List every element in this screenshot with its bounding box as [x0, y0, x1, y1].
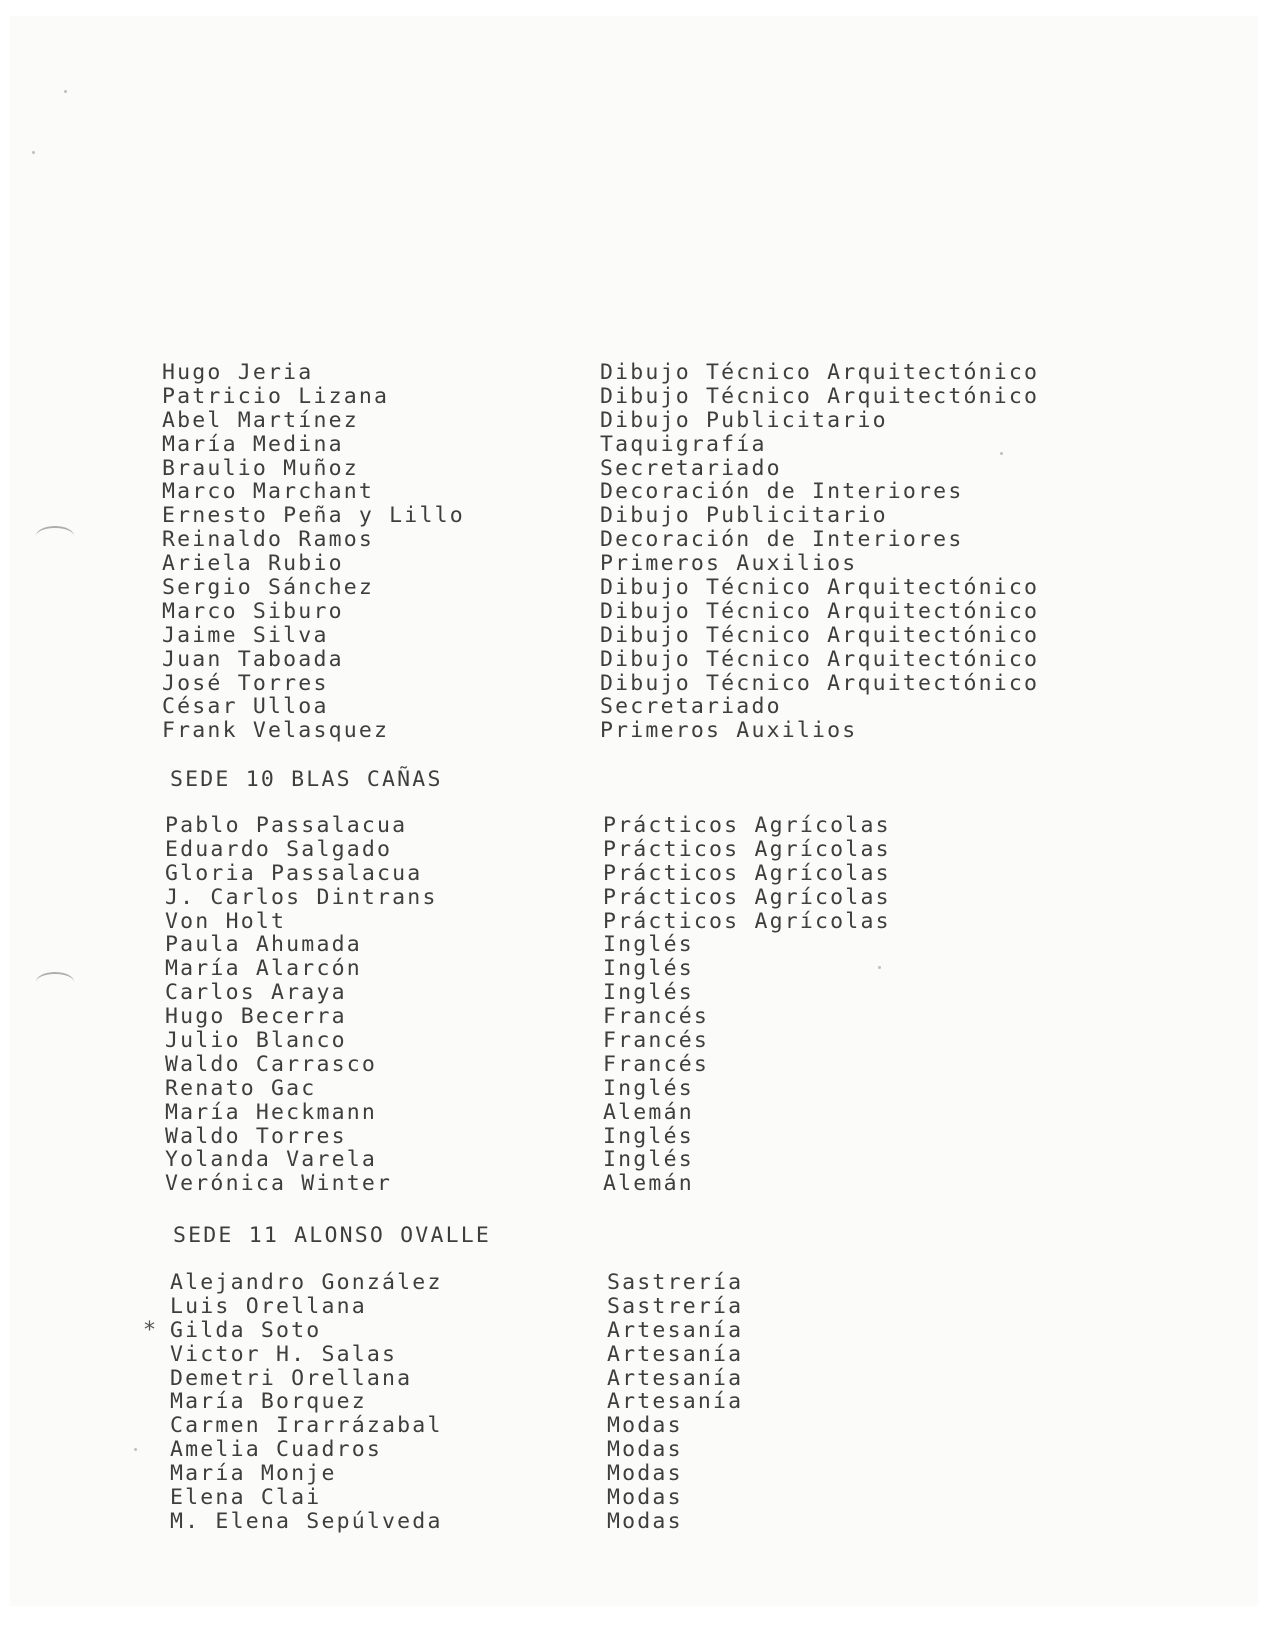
person-name: Pablo Passalacua [165, 813, 408, 838]
list-row [10, 718, 1258, 742]
course-name: Francés [603, 1004, 710, 1030]
list-row [10, 1294, 1258, 1318]
course-name: Alemán [603, 1099, 694, 1125]
course-name: Artesanía [607, 1341, 744, 1367]
person-name: Jaime Silva [162, 622, 329, 648]
person-name: Gilda Soto [170, 1317, 322, 1343]
course-name: Artesanía [607, 1365, 744, 1391]
list-row [10, 1366, 1258, 1390]
list-row [10, 1437, 1258, 1461]
course-name: Artesanía [607, 1389, 744, 1415]
list-row [10, 909, 1258, 933]
person-name: Paula Ahumada [165, 932, 362, 958]
list-row [10, 456, 1258, 480]
course-name: Decoración de Interiores [600, 527, 964, 553]
person-name: Reinaldo Ramos [162, 527, 375, 553]
list-row [10, 551, 1258, 575]
person-name: Marco Siburo [162, 598, 344, 624]
person-name: Elena Clai [170, 1485, 322, 1511]
course-name: Dibujo Técnico Arquitectónico [600, 622, 1040, 648]
list-row [10, 1389, 1258, 1413]
list-row [10, 980, 1258, 1004]
list-row [10, 1485, 1258, 1509]
course-name: Inglés [603, 1075, 694, 1101]
course-name: Prácticos Agrícolas [603, 908, 891, 934]
course-name: Sastrería [607, 1293, 744, 1319]
list-row [10, 1147, 1258, 1171]
paper-speck [32, 151, 35, 154]
paper-speck [64, 90, 67, 93]
course-name: Modas [607, 1508, 683, 1534]
person-name: M. Elena Sepúlveda [170, 1508, 443, 1534]
person-name: Ariela Rubio [162, 551, 344, 577]
list-row [10, 956, 1258, 980]
course-name: Francés [603, 1028, 710, 1054]
list-row [10, 837, 1258, 861]
list-row [10, 432, 1258, 456]
list-row [10, 671, 1258, 695]
person-name: María Heckmann [165, 1099, 378, 1125]
course-name: Sastrería [607, 1270, 744, 1295]
course-name: Secretariado [600, 455, 782, 481]
person-name: Von Holt [165, 908, 287, 934]
list-row [10, 1124, 1258, 1148]
course-name: Modas [607, 1437, 683, 1463]
person-name: Patricio Lizana [162, 383, 390, 409]
course-name: Dibujo Publicitario [600, 407, 888, 433]
person-name: María Monje [170, 1461, 337, 1487]
course-name: Primeros Auxilios [600, 718, 858, 744]
list-row [10, 694, 1258, 718]
list-row [10, 813, 1258, 837]
person-name: Victor H. Salas [170, 1341, 398, 1367]
list-row [10, 360, 1258, 384]
person-name: Eduardo Salgado [165, 836, 393, 862]
list-row [10, 1509, 1258, 1533]
list-row [10, 1342, 1258, 1366]
list-row [10, 384, 1258, 408]
course-name: Inglés [603, 956, 694, 982]
course-name: Dibujo Publicitario [600, 503, 888, 529]
person-name: José Torres [162, 670, 329, 696]
section-heading-sede-11: SEDE 11 ALONSO OVALLE [173, 1223, 492, 1248]
list-row [10, 479, 1258, 503]
list-row [10, 1270, 1258, 1294]
person-name: María Borquez [170, 1389, 367, 1415]
person-name: Marco Marchant [162, 479, 375, 505]
list-row [10, 1171, 1258, 1195]
person-name: Verónica Winter [165, 1171, 393, 1197]
course-name: Inglés [603, 980, 694, 1006]
list-row [10, 932, 1258, 956]
person-name: Ernesto Peña y Lillo [162, 503, 465, 529]
course-name: Prácticos Agrícolas [603, 813, 891, 838]
person-name: Braulio Muñoz [162, 455, 359, 481]
list-row [10, 885, 1258, 909]
person-name: Waldo Torres [165, 1123, 347, 1149]
person-name: Amelia Cuadros [170, 1437, 383, 1463]
person-name: Hugo Becerra [165, 1004, 347, 1030]
person-name: Juan Taboada [162, 646, 344, 672]
section-1-list [10, 360, 1258, 742]
list-row [10, 861, 1258, 885]
course-name: Modas [607, 1461, 683, 1487]
course-name: Modas [607, 1413, 683, 1439]
typewritten-page [10, 16, 1258, 1606]
list-row [10, 1100, 1258, 1124]
course-name: Dibujo Técnico Arquitectónico [600, 670, 1040, 696]
person-name: Renato Gac [165, 1075, 317, 1101]
course-name: Decoración de Interiores [600, 479, 964, 505]
course-name: Inglés [603, 932, 694, 958]
course-name: Secretariado [600, 694, 782, 720]
course-name: Dibujo Técnico Arquitectónico [600, 360, 1040, 385]
person-name: Alejandro González [170, 1270, 443, 1295]
course-name: Alemán [603, 1171, 694, 1197]
course-name: Dibujo Técnico Arquitectónico [600, 383, 1040, 409]
person-name: Yolanda Varela [165, 1147, 378, 1173]
course-name: Primeros Auxilios [600, 551, 858, 577]
course-name: Francés [603, 1051, 710, 1077]
list-row [10, 408, 1258, 432]
list-row [10, 623, 1258, 647]
course-name: Dibujo Técnico Arquitectónico [600, 646, 1040, 672]
person-name: Gloria Passalacua [165, 860, 423, 886]
list-row [10, 1052, 1258, 1076]
person-name: Carlos Araya [165, 980, 347, 1006]
course-name: Artesanía [607, 1317, 744, 1343]
course-name: Modas [607, 1485, 683, 1511]
list-row [10, 503, 1258, 527]
course-name: Inglés [603, 1123, 694, 1149]
list-row [10, 1028, 1258, 1052]
person-name: Frank Velasquez [162, 718, 390, 744]
person-name: María Medina [162, 431, 344, 457]
list-row [10, 575, 1258, 599]
list-row [10, 1076, 1258, 1100]
person-name: Abel Martínez [162, 407, 359, 433]
list-row [10, 599, 1258, 623]
person-name: Waldo Carrasco [165, 1051, 378, 1077]
list-row [10, 1461, 1258, 1485]
section-heading-sede-10: SEDE 10 BLAS CAÑAS [170, 767, 443, 792]
handwritten-asterisk-mark: * [144, 1318, 155, 1343]
person-name: Luis Orellana [170, 1293, 367, 1319]
section-3-list [10, 1270, 1258, 1533]
course-name: Prácticos Agrícolas [603, 884, 891, 910]
person-name: Julio Blanco [165, 1028, 347, 1054]
list-row [10, 1413, 1258, 1437]
person-name: Demetri Orellana [170, 1365, 413, 1391]
person-name: Carmen Irarrázabal [170, 1413, 443, 1439]
course-name: Dibujo Técnico Arquitectónico [600, 598, 1040, 624]
course-name: Dibujo Técnico Arquitectónico [600, 575, 1040, 601]
person-name: J. Carlos Dintrans [165, 884, 438, 910]
list-row [10, 1318, 1258, 1342]
person-name: Sergio Sánchez [162, 575, 375, 601]
person-name: Hugo Jeria [162, 360, 314, 385]
course-name: Prácticos Agrícolas [603, 836, 891, 862]
list-row [10, 647, 1258, 671]
list-row [10, 527, 1258, 551]
course-name: Inglés [603, 1147, 694, 1173]
section-2-list [10, 813, 1258, 1195]
course-name: Taquigrafía [600, 431, 767, 457]
person-name: María Alarcón [165, 956, 362, 982]
person-name: César Ulloa [162, 694, 329, 720]
list-row [10, 1004, 1258, 1028]
course-name: Prácticos Agrícolas [603, 860, 891, 886]
